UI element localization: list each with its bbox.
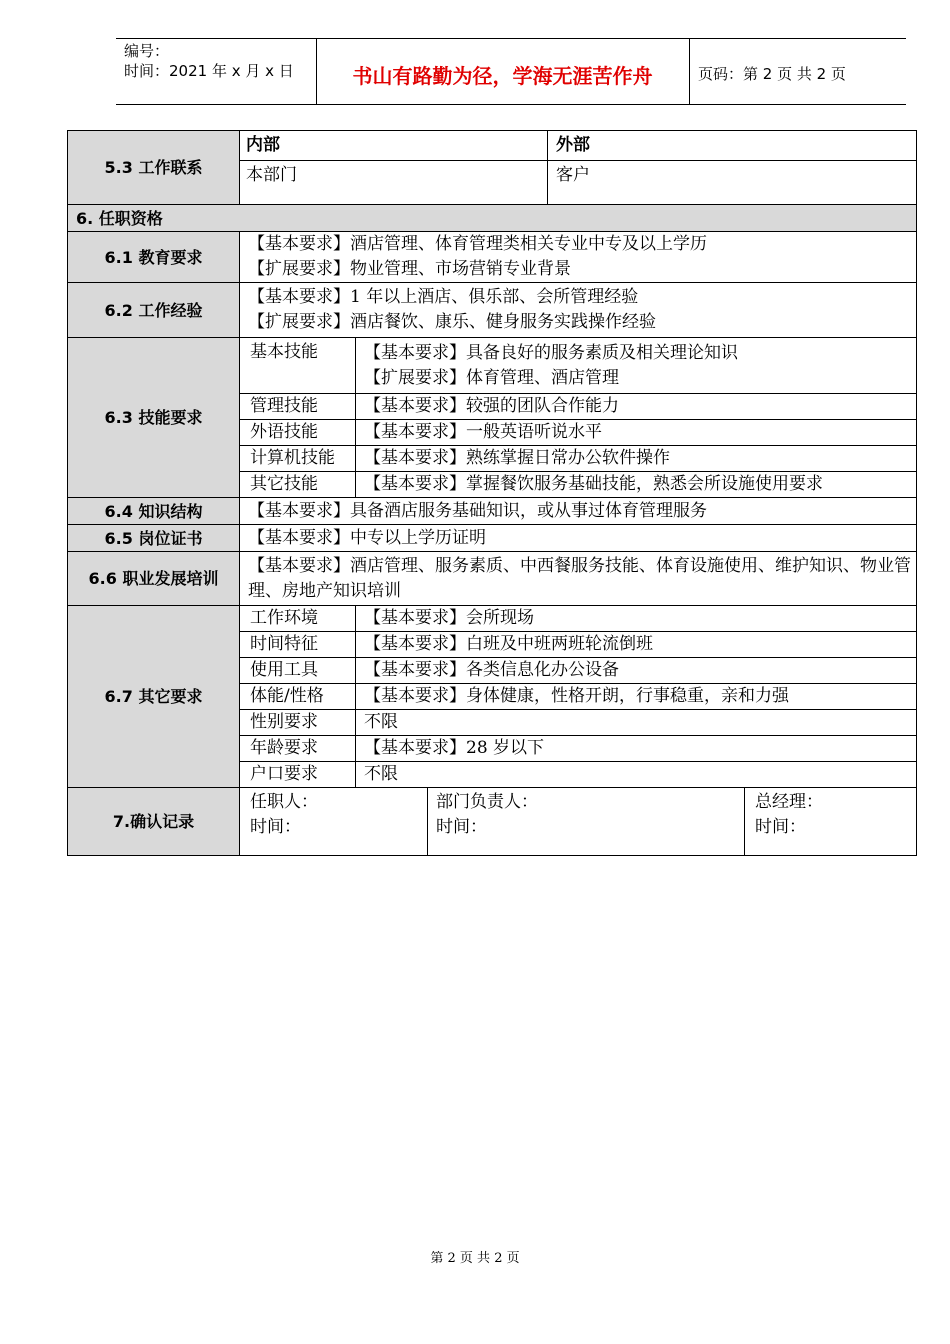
s63-label: 6.3 技能要求 [68,338,240,498]
s7-gm-cell [745,788,917,856]
s66-content: 【基本要求】酒店管理、服务素质、中西餐服务技能、体育设施使用、维护知识、物业管理、房地产知识培训 [240,552,917,606]
s62-line: 【基本要求】1 年以上酒店、俱乐部、会所管理经验 [248,287,639,307]
s67-item-name: 使用工具 [240,658,356,684]
s62-content [240,283,917,338]
s67-item-name: 工作环境 [240,606,356,632]
s67-item-name: 性别要求 [240,710,356,736]
s63-skill-name: 基本技能 [240,338,356,394]
s63-skill-value [356,338,917,394]
s61-content [240,232,917,283]
s63-skill-name: 其它技能 [240,472,356,498]
s7-holder-time: 时间： [250,817,301,837]
s67-item-name: 年龄要求 [240,736,356,762]
s53-external-value: 客户 [548,161,917,205]
header-divider-2 [689,38,690,105]
s7-holder-label: 任职人： [250,792,318,812]
s63-skill-name: 管理技能 [240,394,356,420]
s63-line: 【扩展要求】体育管理、酒店管理 [364,367,619,388]
footer-page-number: 第 2 页 共 2 页 [430,1251,520,1266]
s67-item-value: 【基本要求】身体健康，性格开朗，行事稳重，亲和力强 [356,684,917,710]
s63-skill-name: 外语技能 [240,420,356,446]
s53-label: 5.3 工作联系 [68,131,240,205]
s7-label: 7.确认记录 [68,788,240,856]
s64-label: 6.4 知识结构 [68,498,240,525]
s62-label: 6.2 工作经验 [68,283,240,338]
header-bottom-rule [116,104,906,105]
s63-line: 【基本要求】具备良好的服务素质及相关理论知识 [364,342,738,363]
s65-content: 【基本要求】中专以上学历证明 [240,525,917,552]
s65-label: 6.5 岗位证书 [68,525,240,552]
s7-dept-time: 时间： [436,817,487,837]
s62-line: 【扩展要求】酒店餐饮、康乐、健身服务实践操作经验 [248,312,656,332]
s53-external-head: 外部 [548,131,917,161]
header-number: 编号： [124,42,170,60]
header-top-rule [116,38,906,39]
s7-dept-head-label: 部门负责人： [436,792,538,812]
s63-skill-name: 计算机技能 [240,446,356,472]
s67-label: 6.7 其它要求 [68,606,240,788]
s67-item-value: 不限 [356,710,917,736]
s64-content: 【基本要求】具备酒店服务基础知识，或从事过体育管理服务 [240,498,917,525]
s61-line: 【基本要求】酒店管理、体育管理类相关专业中专及以上学历 [248,234,707,254]
s61-line: 【扩展要求】物业管理、市场营销专业背景 [248,259,571,279]
s67-item-value: 【基本要求】会所现场 [356,606,917,632]
header-page-number: 页码：第 2 页 共 2 页 [698,65,846,83]
s67-item-value: 【基本要求】白班及中班两班轮流倒班 [356,632,917,658]
s67-item-name: 体能/性格 [240,684,356,710]
header-motto: 书山有路勤为径，学海无涯苦作舟 [352,64,653,88]
s53-internal-head: 内部 [240,131,548,161]
s63-skill-value: 【基本要求】熟练掌握日常办公软件操作 [356,446,917,472]
s67-item-value: 不限 [356,762,917,788]
job-qualification-table [67,130,917,856]
s67-item-name: 时间特征 [240,632,356,658]
s63-skill-value: 【基本要求】一般英语听说水平 [356,420,917,446]
s63-skill-value: 【基本要求】掌握餐饮服务基础技能，熟悉会所设施使用要求 [356,472,917,498]
s67-item-value: 【基本要求】各类信息化办公设备 [356,658,917,684]
s7-dept-cell [428,788,745,856]
s61-label: 6.1 教育要求 [68,232,240,283]
s7-gm-time: 时间： [755,817,807,837]
s67-item-name: 户口要求 [240,762,356,788]
header-time: 时间：2021 年 x 月 x 日 [124,62,294,80]
s67-item-value: 【基本要求】28 岁以下 [356,736,917,762]
s53-internal-value: 本部门 [240,161,548,205]
s63-skill-value: 【基本要求】较强的团队合作能力 [356,394,917,420]
s66-label: 6.6 职业发展培训 [68,552,240,606]
s7-gm-label: 总经理： [755,792,824,812]
s7-holder-cell [240,788,428,856]
s6-section-title: 6. 任职资格 [68,205,917,232]
